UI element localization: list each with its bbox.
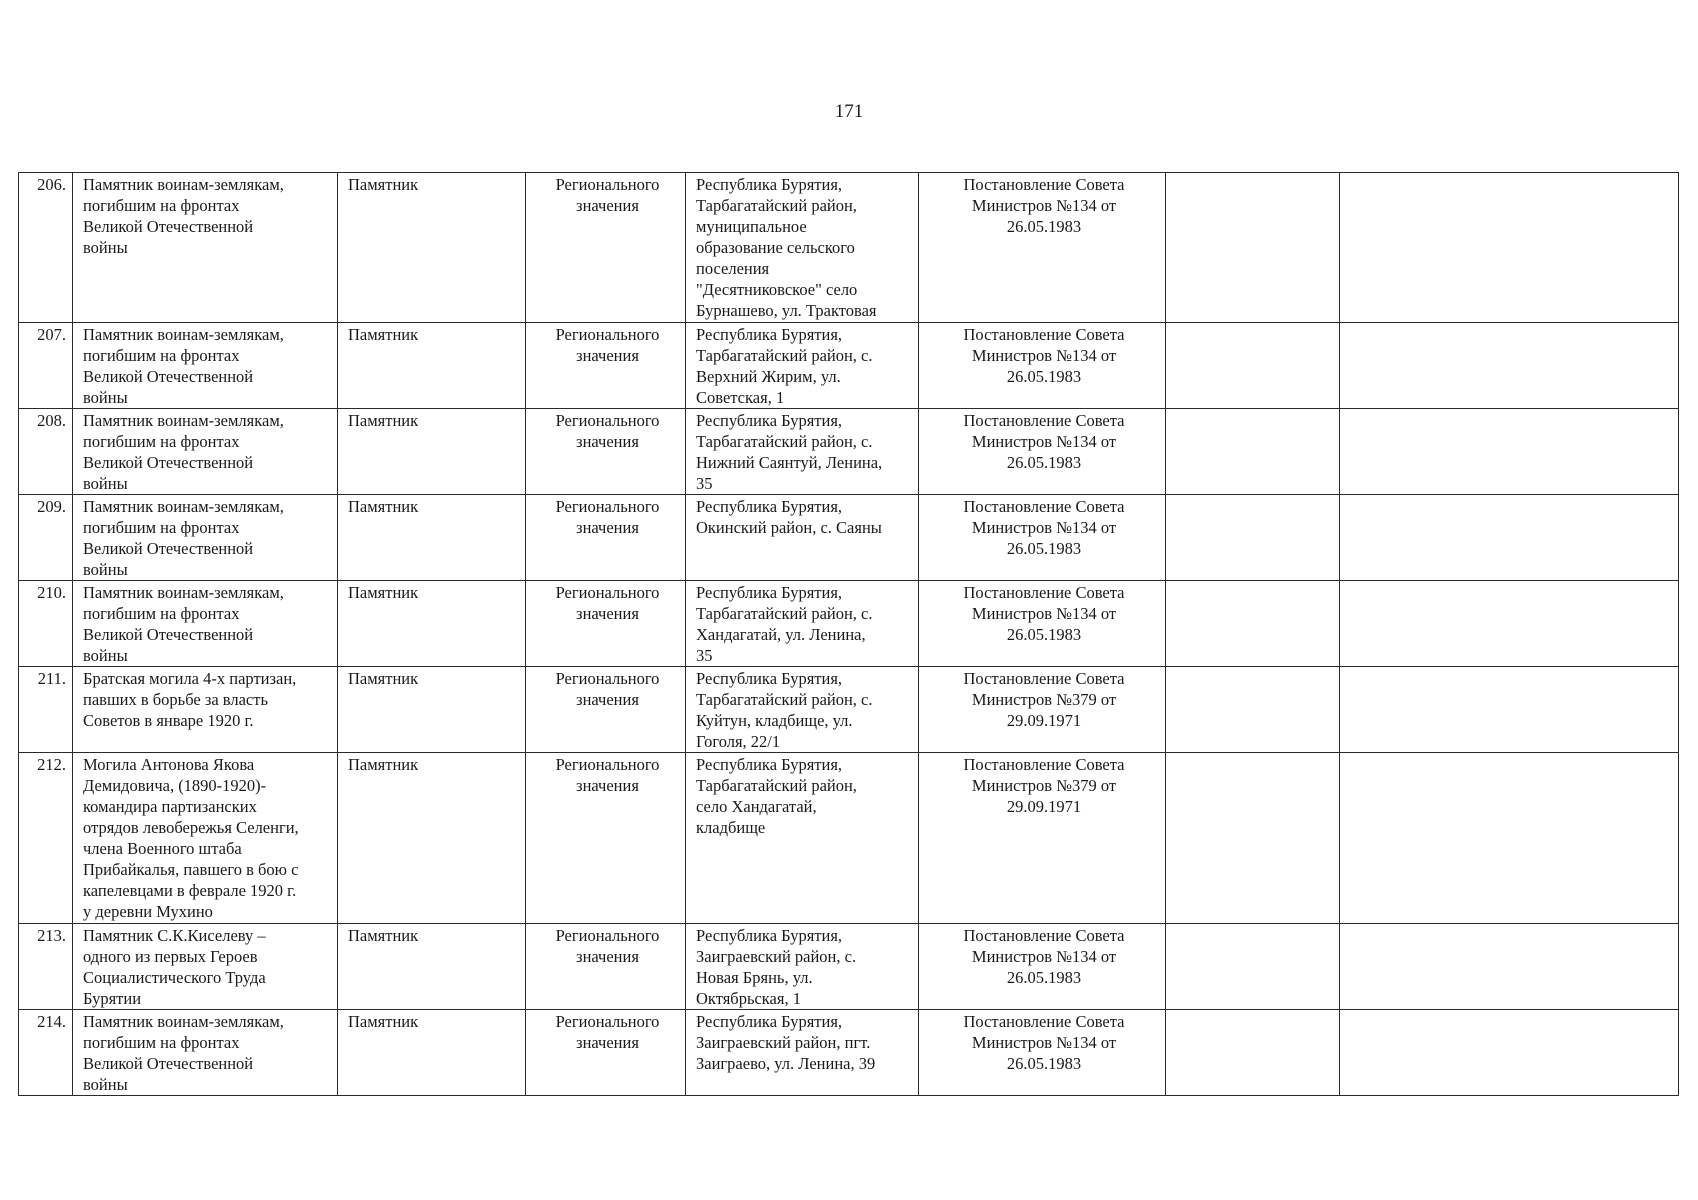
empty-cell [1166, 581, 1340, 667]
object-kind: Памятник [338, 323, 526, 409]
object-name: Памятник воинам-землякам, погибшим на фронтах Великой Отечественной войны [73, 409, 338, 495]
empty-cell [1166, 323, 1340, 409]
object-decree: Постановление Совета Министров №134 от 26.05.1983 [919, 323, 1166, 409]
object-decree: Постановление Совета Министров №134 от 26.05.1983 [919, 1010, 1166, 1096]
page-number: 171 [834, 101, 864, 122]
object-kind: Памятник [338, 173, 526, 323]
object-kind: Памятник [338, 409, 526, 495]
object-decree: Постановление Совета Министров №134 от 26.05.1983 [919, 409, 1166, 495]
table-row [19, 753, 1679, 924]
row-number: 210. [19, 581, 73, 667]
row-number: 209. [19, 495, 73, 581]
row-number: 206. [19, 173, 73, 323]
object-name: Памятник воинам-землякам, погибшим на фронтах Великой Отечественной войны [73, 323, 338, 409]
object-category: Регионального значения [526, 323, 686, 409]
empty-cell [1340, 924, 1679, 1010]
object-name: Памятник С.К.Киселеву – одного из первых Героев Социалистического Труда Бурятии [73, 924, 338, 1010]
object-location: Республика Бурятия, Тарбагатайский район, село Хандагатай, кладбище [686, 753, 919, 924]
table-row [19, 323, 1679, 409]
table-row [19, 1010, 1679, 1096]
table-row [19, 173, 1679, 323]
object-decree: Постановление Совета Министров №134 от 26.05.1983 [919, 173, 1166, 323]
table-row [19, 667, 1679, 753]
table-row [19, 924, 1679, 1010]
object-location: Республика Бурятия, Заиграевский район, с. Новая Брянь, ул. Октябрьская, 1 [686, 924, 919, 1010]
object-location: Республика Бурятия, Тарбагатайский район, с. Куйтун, кладбище, ул. Гоголя, 22/1 [686, 667, 919, 753]
object-decree: Постановление Совета Министров №379 от 29.09.1971 [919, 753, 1166, 924]
object-location: Республика Бурятия, Окинский район, с. Саяны [686, 495, 919, 581]
object-category: Регионального значения [526, 173, 686, 323]
object-decree: Постановление Совета Министров №379 от 29.09.1971 [919, 667, 1166, 753]
row-number: 213. [19, 924, 73, 1010]
empty-cell [1166, 753, 1340, 924]
object-location: Республика Бурятия, Тарбагатайский район, с. Хандагатай, ул. Ленина, 35 [686, 581, 919, 667]
table-row [19, 495, 1679, 581]
object-decree: Постановление Совета Министров №134 от 26.05.1983 [919, 581, 1166, 667]
row-number: 207. [19, 323, 73, 409]
row-number: 211. [19, 667, 73, 753]
object-name: Памятник воинам-землякам, погибшим на фронтах Великой Отечественной войны [73, 581, 338, 667]
empty-cell [1340, 1010, 1679, 1096]
object-category: Регионального значения [526, 667, 686, 753]
empty-cell [1340, 409, 1679, 495]
empty-cell [1340, 753, 1679, 924]
object-location: Республика Бурятия, Заиграевский район, пгт. Заиграево, ул. Ленина, 39 [686, 1010, 919, 1096]
object-name: Памятник воинам-землякам, погибшим на фронтах Великой Отечественной войны [73, 173, 338, 323]
empty-cell [1340, 323, 1679, 409]
empty-cell [1166, 667, 1340, 753]
object-category: Регионального значения [526, 1010, 686, 1096]
object-category: Регионального значения [526, 409, 686, 495]
object-category: Регионального значения [526, 924, 686, 1010]
empty-cell [1166, 495, 1340, 581]
table-row [19, 581, 1679, 667]
object-kind: Памятник [338, 667, 526, 753]
object-name: Памятник воинам-землякам, погибшим на фронтах Великой Отечественной войны [73, 495, 338, 581]
object-name: Могила Антонова Якова Демидовича, (1890-1920)- командира партизанских отрядов левобережья Селенги, члена Военного штаба Прибайкалья, павшего в бою с капелевцами в феврале 1920 г. у деревни Мухино [73, 753, 338, 924]
object-kind: Памятник [338, 1010, 526, 1096]
empty-cell [1166, 1010, 1340, 1096]
table-row [19, 409, 1679, 495]
row-number: 212. [19, 753, 73, 924]
object-name: Братская могила 4-х партизан, павших в борьбе за власть Советов в январе 1920 г. [73, 667, 338, 753]
object-kind: Памятник [338, 581, 526, 667]
empty-cell [1340, 495, 1679, 581]
empty-cell [1340, 667, 1679, 753]
empty-cell [1166, 409, 1340, 495]
empty-cell [1166, 173, 1340, 323]
object-kind: Памятник [338, 495, 526, 581]
object-kind: Памятник [338, 924, 526, 1010]
empty-cell [1166, 924, 1340, 1010]
heritage-registry-table [18, 172, 1679, 1096]
object-name: Памятник воинам-землякам, погибшим на фронтах Великой Отечественной войны [73, 1010, 338, 1096]
object-location: Республика Бурятия, Тарбагатайский район, муниципальное образование сельского поселения "Десятниковское" село Бурнашево, ул. Трактовая [686, 173, 919, 323]
row-number: 214. [19, 1010, 73, 1096]
object-category: Регионального значения [526, 581, 686, 667]
object-decree: Постановление Совета Министров №134 от 26.05.1983 [919, 495, 1166, 581]
empty-cell [1340, 173, 1679, 323]
empty-cell [1340, 581, 1679, 667]
object-location: Республика Бурятия, Тарбагатайский район, с. Верхний Жирим, ул. Советская, 1 [686, 323, 919, 409]
object-category: Регионального значения [526, 753, 686, 924]
object-decree: Постановление Совета Министров №134 от 26.05.1983 [919, 924, 1166, 1010]
object-location: Республика Бурятия, Тарбагатайский район, с. Нижний Саянтуй, Ленина, 35 [686, 409, 919, 495]
object-category: Регионального значения [526, 495, 686, 581]
object-kind: Памятник [338, 753, 526, 924]
row-number: 208. [19, 409, 73, 495]
